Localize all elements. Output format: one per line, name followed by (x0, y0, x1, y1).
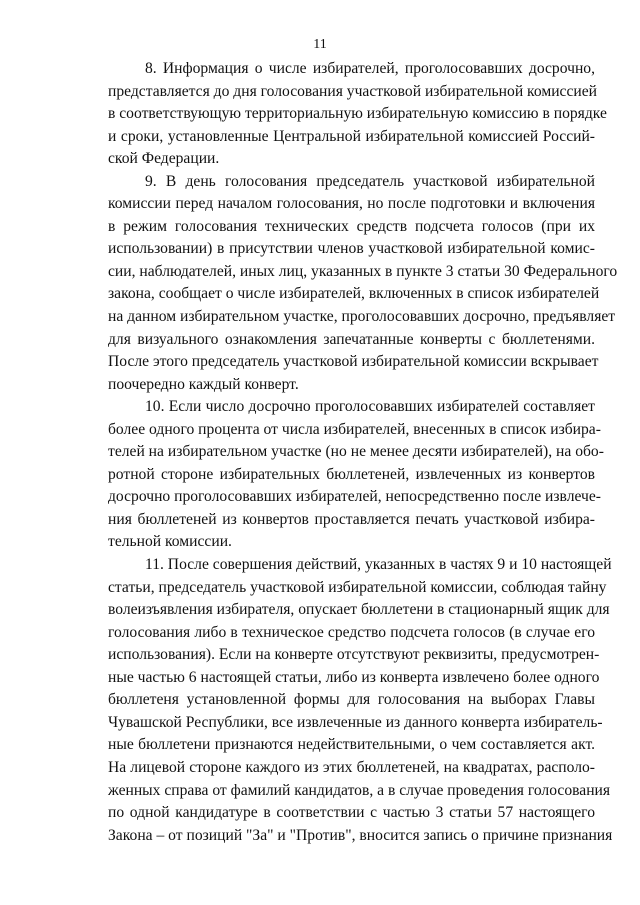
text-line: сии, наблюдателей, иных лиц, указанных в пункте 3 статьи 30 Федерального (108, 262, 618, 280)
text-line: ротной стороне избирательных бюллетеней, извлеченных из конвертов (108, 465, 595, 483)
paragraph-first-line: 9. В день голосования председатель участковой избирательной (145, 172, 595, 190)
text-line: женных справа от фамилий кандидатов, а в случае проведения голосования (108, 781, 611, 799)
text-line: и сроки, установленные Центральной избирательной комиссией Россий- (108, 127, 595, 145)
text-line: ные частью 6 настоящей статьи, либо из конверта извлечено более одного (108, 668, 600, 686)
text-line: бюллетеня установленной формы для голосования на выборах Главы (108, 691, 595, 709)
text-line: Чувашской Республики, все извлеченные из данного конверта избиратель- (108, 713, 603, 731)
text-line: поочередно каждый конверт. (108, 375, 299, 393)
page-number: 11 (313, 37, 327, 52)
text-line: волеизъявления избирателя, опускает бюллетени в стационарный ящик для (108, 601, 610, 619)
text-line: комиссии перед началом голосования, но после подготовки и включения (108, 195, 595, 213)
document-body (108, 58, 618, 847)
paragraph-first-line: 11. После совершения действий, указанных в частях 9 и 10 настоящей (145, 556, 612, 574)
text-line: в соответствующую территориальную избирательную комиссию в порядке (108, 105, 607, 123)
paragraph-first-line: 8. Информация о числе избирателей, проголосовавших досрочно, (145, 60, 595, 77)
text-line: ния бюллетеней из конвертов проставляется печать участковой избира- (108, 510, 595, 528)
text-line: в режим голосования технических средств подсчета голосов (при их (108, 217, 595, 235)
text-line: ской Федерации. (108, 150, 220, 168)
text-line: на данном избирательном участке, проголосовавших досрочно, предъявляет (108, 308, 616, 326)
text-line: использовании) в присутствии членов участковой избирательной комис- (108, 240, 595, 258)
text-line: тельной комиссии. (108, 533, 232, 551)
text-line: телей на избирательном участке (но не менее десяти избирателей), на обо- (108, 443, 604, 461)
text-line: для визуального ознакомления запечатанные конверты с бюллетенями. (108, 330, 595, 348)
text-line: статьи, председатель участковой избирательной комиссии, соблюдая тайну (108, 578, 607, 596)
text-line: закона, сообщает о числе избирателей, включенных в список избирателей (108, 285, 600, 303)
text-line: использования). Если на конверте отсутствуют реквизиты, предусмотрен- (108, 646, 600, 664)
text-line: Закона – от позиций "За" и "Против", вносится запись о причине признания (108, 826, 613, 844)
text-line: по одной кандидатуре в соответствии с частью 3 статьи 57 настоящего (108, 804, 595, 822)
paragraph-first-line: 10. Если число досрочно проголосовавших избирателей составляет (145, 398, 595, 416)
text-line: более одного процента от числа избирателей, внесенных в список избира- (108, 420, 601, 438)
text-line: На лицевой стороне каждого из этих бюллетеней, на квадратах, располо- (108, 758, 595, 776)
text-line: После этого председатель участковой избирательной комиссии вскрывает (108, 353, 599, 371)
text-line: досрочно проголосовавших избирателей, непосредственно после извлече- (108, 488, 601, 506)
text-line: ные бюллетени признаются недействительными, о чем составляется акт. (108, 736, 595, 754)
text-line: представляется до дня голосования участковой избирательной комиссией (108, 82, 598, 100)
text-line: голосования либо в техническое средство подсчета голосов (в случае его (108, 623, 595, 641)
